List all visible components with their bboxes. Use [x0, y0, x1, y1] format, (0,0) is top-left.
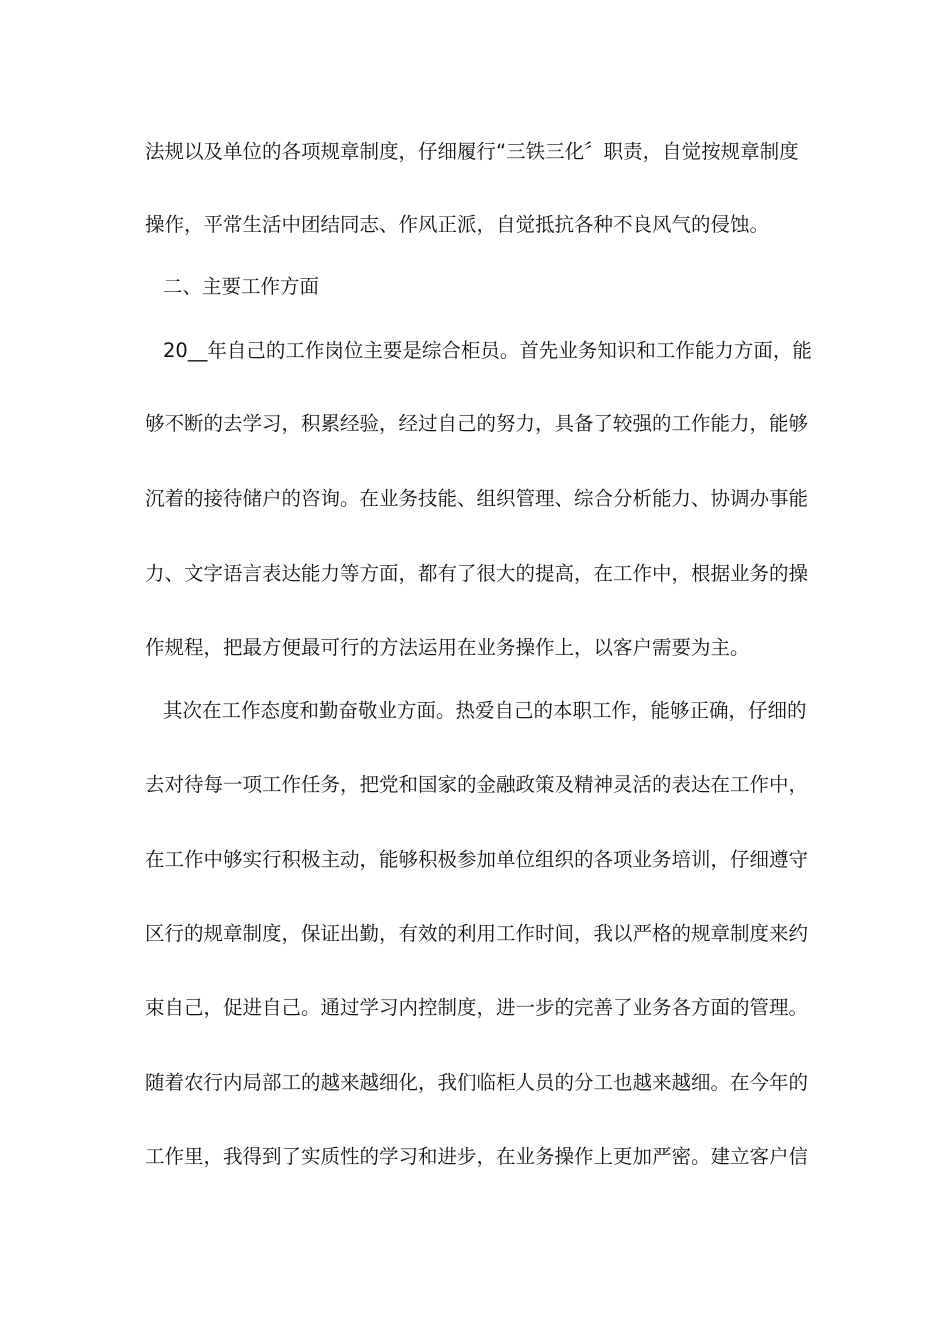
paragraph-line: 其次在工作态度和勤奋敬业方面。热爱自己的本职工作，能够正确，仔细的 [163, 699, 807, 722]
section-heading: 二、主要工作方面 [163, 275, 320, 298]
paragraph-line: 在工作中够实行积极主动，能够积极参加单位组织的各项业务培训，仔细遵守 [145, 848, 809, 871]
paragraph-line: 沉着的接待储户的咨询。在业务技能、组织管理、综合分析能力、协调办事能 [145, 487, 809, 510]
paragraph-line: 束自己，促进自己。通过学习内控制度，进一步的完善了业务各方面的管理。 [145, 996, 809, 1019]
paragraph-line: 区行的规章制度，保证出勤，有效的利用工作时间，我以严格的规章制度来约 [145, 922, 809, 945]
paragraph-line: 力、文字语言表达能力等方面，都有了很大的提高，在工作中，根据业务的操 [145, 562, 809, 585]
paragraph-line: 20__年自己的工作岗位主要是综合柜员。首先业务知识和工作能力方面，能 [163, 339, 812, 362]
paragraph-line: 够不断的去学习，积累经验，经过自己的努力，具备了较强的工作能力，能够 [145, 412, 809, 435]
paragraph-line: 操作，平常生活中团结同志、作风正派，自觉抵抗各种不良风气的侵蚀。 [145, 213, 770, 236]
paragraph-line: 工作里，我得到了实质性的学习和进步，在业务操作上更加严密。建立客户信 [145, 1145, 809, 1168]
paragraph-line: 去对待每一项工作任务，把党和国家的金融政策及精神灵活的表达在工作中， [145, 773, 809, 796]
paragraph-line: 作规程，把最方便最可行的方法运用在业务操作上，以客户需要为主。 [145, 636, 750, 659]
paragraph-line: 法规以及单位的各项规章制度，仔细履行“三铁三化〞职责，自觉按规章制度 [145, 140, 799, 163]
paragraph-line: 随着农行内局部工的越来越细化，我们临柜人员的分工也越来越细。在今年的 [145, 1071, 809, 1094]
